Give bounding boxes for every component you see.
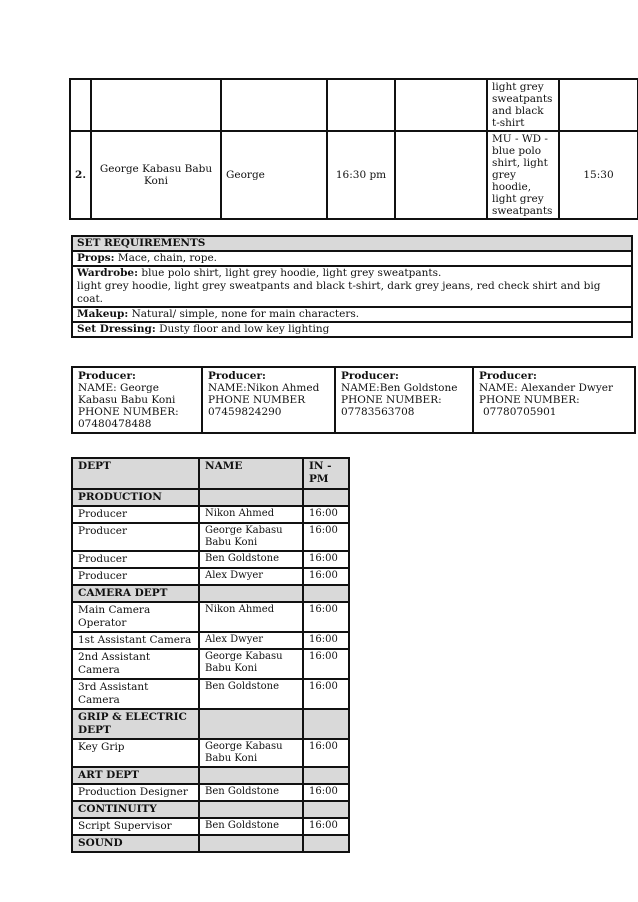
producer-name: NAME:Nikon Ahmed bbox=[208, 382, 320, 394]
character-cell bbox=[221, 79, 327, 131]
in-time-header: IN - PM bbox=[303, 458, 349, 489]
role-cell: Producer bbox=[72, 523, 199, 551]
section-row-grip bbox=[72, 709, 349, 739]
producer-name: NAME:Ben Goldstone bbox=[341, 382, 458, 394]
phone-label: PHONE NUMBER: bbox=[479, 394, 580, 406]
table-row bbox=[72, 818, 349, 835]
phone-label: PHONE NUMBER bbox=[208, 394, 306, 406]
table-row bbox=[72, 551, 349, 568]
table-row bbox=[72, 632, 349, 649]
time-cell: 16:00 bbox=[303, 523, 349, 551]
table-row bbox=[72, 568, 349, 585]
producer-card bbox=[202, 367, 335, 433]
scene-number-cell bbox=[70, 79, 91, 131]
role-cell: Production Designer bbox=[72, 784, 199, 801]
set-dressing-row bbox=[72, 322, 632, 337]
table-row bbox=[72, 367, 635, 433]
time-cell: 16:00 bbox=[303, 568, 349, 585]
section-label: SOUND bbox=[72, 835, 199, 852]
section-row-continuity bbox=[72, 801, 349, 818]
costume-cell: light grey sweatpants and black t-shirt bbox=[487, 79, 559, 131]
props-value: Mace, chain, rope. bbox=[117, 252, 217, 264]
cast-cell: George Kabasu Babu Koni bbox=[91, 131, 221, 219]
section-row-sound bbox=[72, 835, 349, 852]
producer-card bbox=[72, 367, 202, 433]
table-row bbox=[72, 649, 349, 679]
producer-label: Producer: bbox=[78, 370, 136, 382]
producer-name: NAME: Alexander Dwyer bbox=[479, 382, 614, 394]
section-label: ART DEPT bbox=[72, 767, 199, 784]
time-cell: 16:00 bbox=[303, 602, 349, 632]
cast-cell bbox=[91, 79, 221, 131]
producer-name: NAME: George Kabasu Babu Koni bbox=[78, 382, 176, 406]
wardrobe-row bbox=[72, 266, 632, 307]
time-cell: 16:00 bbox=[303, 632, 349, 649]
role-cell: Main Camera Operator bbox=[72, 602, 199, 632]
role-cell: Producer bbox=[72, 568, 199, 585]
section-row-art bbox=[72, 767, 349, 784]
phone-label: PHONE NUMBER: bbox=[78, 406, 179, 418]
section-label: GRIP & ELECTRIC DEPT bbox=[72, 709, 199, 739]
section-label: CAMERA DEPT bbox=[72, 585, 199, 602]
phone-number: 07783563708 bbox=[341, 406, 415, 418]
phone-number: 07480478488 bbox=[78, 418, 152, 430]
wardrobe-value-line-2: light grey hoodie, light grey sweatpants and black t-shirt, dark grey jeans, red check shirt and big coat. bbox=[77, 280, 601, 305]
set-requirements-heading: SET REQUIREMENTS bbox=[72, 236, 632, 251]
time-cell: 16:00 bbox=[303, 649, 349, 679]
ready-time-cell: 15:30 bbox=[559, 131, 638, 219]
role-cell: 3rd Assistant Camera bbox=[72, 679, 199, 709]
name-cell: Ben Goldstone bbox=[199, 551, 303, 568]
set-dressing-label: Set Dressing: bbox=[77, 323, 156, 335]
name-cell: Ben Goldstone bbox=[199, 679, 303, 709]
costume-cell: MU - WD - blue polo shirt, light grey hoodie, light grey sweatpants bbox=[487, 131, 559, 219]
table-row bbox=[72, 523, 349, 551]
producer-label: Producer: bbox=[341, 370, 399, 382]
time-cell: 16:00 bbox=[303, 784, 349, 801]
role-cell: Producer bbox=[72, 506, 199, 523]
makeup-value: Natural/ simple, none for main characters. bbox=[131, 308, 360, 320]
name-header: NAME bbox=[199, 458, 303, 489]
section-label: CONTINUITY bbox=[72, 801, 199, 818]
name-cell: Alex Dwyer bbox=[199, 632, 303, 649]
producer-card bbox=[473, 367, 635, 433]
blank-cell bbox=[395, 131, 487, 219]
table-row bbox=[72, 679, 349, 709]
phone-number: 07459824290 bbox=[208, 406, 282, 418]
props-label: Props: bbox=[77, 252, 115, 264]
dept-header: DEPT bbox=[72, 458, 199, 489]
table-row bbox=[72, 602, 349, 632]
time-cell: 16:00 bbox=[303, 818, 349, 835]
cast-schedule-table bbox=[69, 78, 638, 220]
time-cell: 16:00 bbox=[303, 739, 349, 767]
blank-cell bbox=[395, 79, 487, 131]
makeup-label: Makeup: bbox=[77, 308, 129, 320]
name-cell: Nikon Ahmed bbox=[199, 506, 303, 523]
set-requirements-table bbox=[71, 235, 633, 338]
table-row bbox=[72, 506, 349, 523]
name-cell: George Kabasu Babu Koni bbox=[199, 523, 303, 551]
name-cell: Nikon Ahmed bbox=[199, 602, 303, 632]
role-cell: Script Supervisor bbox=[72, 818, 199, 835]
ready-time-cell bbox=[559, 79, 638, 131]
time-cell: 16:00 bbox=[303, 679, 349, 709]
role-cell: 1st Assistant Camera bbox=[72, 632, 199, 649]
table-row bbox=[70, 79, 638, 131]
wardrobe-value-line-1: blue polo shirt, light grey hoodie, light grey sweatpants. bbox=[141, 267, 442, 279]
producer-contacts-table bbox=[71, 366, 636, 434]
crew-header-row bbox=[72, 458, 349, 489]
role-cell: 2nd Assistant Camera bbox=[72, 649, 199, 679]
wardrobe-label: Wardrobe: bbox=[77, 267, 138, 279]
name-cell: George Kabasu Babu Koni bbox=[199, 649, 303, 679]
set-dressing-value: Dusty floor and low key lighting bbox=[159, 323, 330, 335]
character-cell: George bbox=[221, 131, 327, 219]
props-row bbox=[72, 251, 632, 266]
section-row-camera bbox=[72, 585, 349, 602]
name-cell: George Kabasu Babu Koni bbox=[199, 739, 303, 767]
role-cell: Producer bbox=[72, 551, 199, 568]
makeup-row bbox=[72, 307, 632, 322]
role-cell: Key Grip bbox=[72, 739, 199, 767]
producer-label: Producer: bbox=[479, 370, 537, 382]
name-cell: Ben Goldstone bbox=[199, 784, 303, 801]
name-cell: Alex Dwyer bbox=[199, 568, 303, 585]
producer-card bbox=[335, 367, 473, 433]
call-time-cell bbox=[327, 79, 395, 131]
table-row bbox=[70, 131, 638, 219]
section-row-production bbox=[72, 489, 349, 506]
time-cell: 16:00 bbox=[303, 506, 349, 523]
table-row bbox=[72, 784, 349, 801]
call-time-cell: 16:30 pm bbox=[327, 131, 395, 219]
name-cell: Ben Goldstone bbox=[199, 818, 303, 835]
producer-label: Producer: bbox=[208, 370, 266, 382]
section-label: PRODUCTION bbox=[72, 489, 199, 506]
phone-number: 07780705901 bbox=[483, 406, 557, 418]
phone-label: PHONE NUMBER: bbox=[341, 394, 442, 406]
crew-table bbox=[71, 457, 350, 853]
table-row bbox=[72, 739, 349, 767]
scene-number-cell: 2. bbox=[70, 131, 91, 219]
time-cell: 16:00 bbox=[303, 551, 349, 568]
